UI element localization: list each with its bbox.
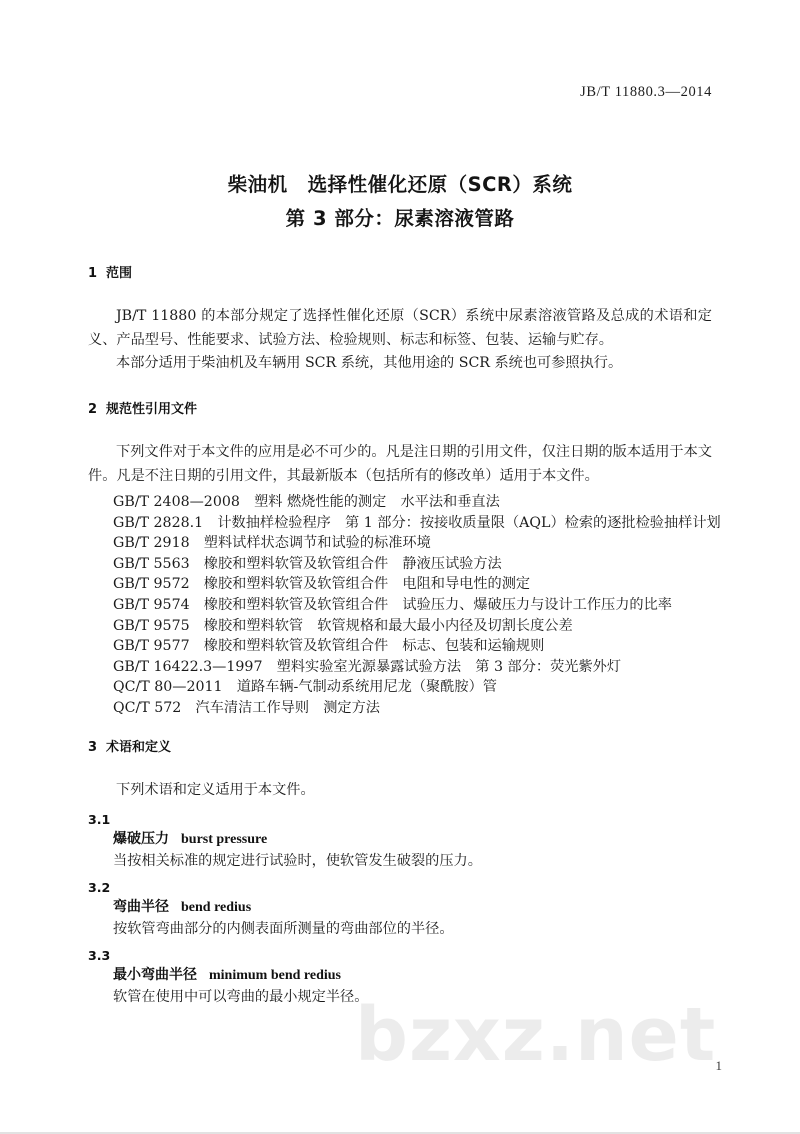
term-entry [88, 878, 712, 940]
list-item: GB/T 9572 橡胶和塑料软管及软管组合件 电阻和导电性的测定 [113, 576, 531, 593]
term-number: 3.3 [88, 947, 111, 963]
scope-paragraph-1: JB/T 11880 的本部分规定了选择性催化还原（SCR）系统中尿素溶液管路及总成的术语和定义、产品型号、性能要求、试验方法、检验规则、标志和标签、包装、运输与贮存。 [88, 308, 712, 348]
terms-intro-paragraph: 下列术语和定义适用于本文件。 [116, 782, 315, 798]
term-definition: 当按相关标准的规定进行试验时，使软管发生破裂的压力。 [113, 852, 482, 869]
section-terms-title: 术语和定义 [106, 740, 172, 755]
scope-paragraph-2: 本部分适用于柴油机及车辆用 SCR 系统，其他用途的 SCR 系统也可参照执行。 [116, 355, 623, 371]
section-terms-heading [88, 736, 712, 755]
section-scope-number: 1 [88, 266, 98, 281]
reference-list [88, 492, 721, 719]
running-header [580, 84, 712, 101]
references-intro-paragraph: 下列文件对于本文件的应用是必不可少的。凡是注日期的引用文件，仅注日期的版本适用于本文件。凡是不注日期的引用文件，其最新版本（包括所有的修改单）适用于本文件。 [88, 444, 712, 484]
section-terms-number: 3 [88, 740, 98, 755]
term-definition: 按软管弯曲部分的内侧表面所测量的弯曲部位的半径。 [113, 920, 454, 937]
list-item: GB/T 16422.3—1997 塑料实验室光源暴露试验方法 第 3 部分：荧光紫外灯 [113, 658, 622, 675]
list-item: GB/T 2918 塑料试样状态调节和试验的标准环境 [113, 535, 431, 552]
term-name [88, 829, 712, 850]
list-item: GB/T 2408—2008 塑料 燃烧性能的测定 水平法和垂直法 [113, 494, 500, 510]
section-terms-definitions [88, 736, 712, 1008]
list-item: GB/T 9575 橡胶和塑料软管 软管规格和最大最小内径及切割长度公差 [113, 617, 573, 634]
term-number: 3.2 [88, 879, 111, 895]
term-name [88, 897, 712, 918]
term-name-cn: 最小弯曲半径 [113, 966, 197, 983]
term-name-en: burst pressure [181, 831, 268, 847]
term-definition: 软管在使用中可以弯曲的最小规定半径。 [113, 988, 369, 1005]
list-item: GB/T 5563 橡胶和塑料软管及软管组合件 静液压试验方法 [113, 555, 502, 572]
section-scope-title: 范围 [106, 266, 133, 281]
title-line-2: 第 3 部分：尿素溶液管路 [285, 207, 515, 230]
term-name-cn: 爆破压力 [113, 830, 169, 847]
list-item: QC/T 572 汽车清洁工作导则 测定方法 [113, 699, 380, 716]
section-references-title: 规范性引用文件 [106, 402, 198, 417]
section-references-number: 2 [88, 402, 98, 417]
term-name-en: minimum bend redius [209, 967, 341, 983]
site-watermark: bzxz.net [355, 992, 717, 1078]
standard-number: JB/T 11880.3—2014 [580, 84, 712, 100]
list-item: GB/T 9577 橡胶和塑料软管及软管组合件 标志、包装和运输规则 [113, 638, 545, 655]
term-number: 3.1 [88, 811, 111, 827]
section-normative-references [88, 398, 721, 719]
list-item: GB/T 2828.1 计数抽样检验程序 第 1 部分：按接收质量限（AQL）检索的逐批检验抽样计划 [113, 514, 721, 531]
list-item: GB/T 9574 橡胶和塑料软管及软管组合件 试验压力、爆破压力与设计工作压力的比率 [113, 596, 672, 613]
list-item: QC/T 80—2011 道路车辆-气制动系统用尼龙（聚酰胺）管 [113, 679, 497, 696]
title-line-1: 柴油机 选择性催化还原（SCR）系统 [227, 173, 573, 196]
section-scope [88, 262, 712, 376]
term-name [88, 965, 712, 986]
term-name-en: bend redius [181, 899, 252, 915]
term-name-cn: 弯曲半径 [113, 898, 169, 915]
section-references-heading [88, 398, 712, 417]
term-entry [88, 810, 712, 872]
page-number: 1 [715, 1058, 722, 1073]
document-title [0, 168, 800, 236]
section-scope-heading [88, 262, 712, 281]
